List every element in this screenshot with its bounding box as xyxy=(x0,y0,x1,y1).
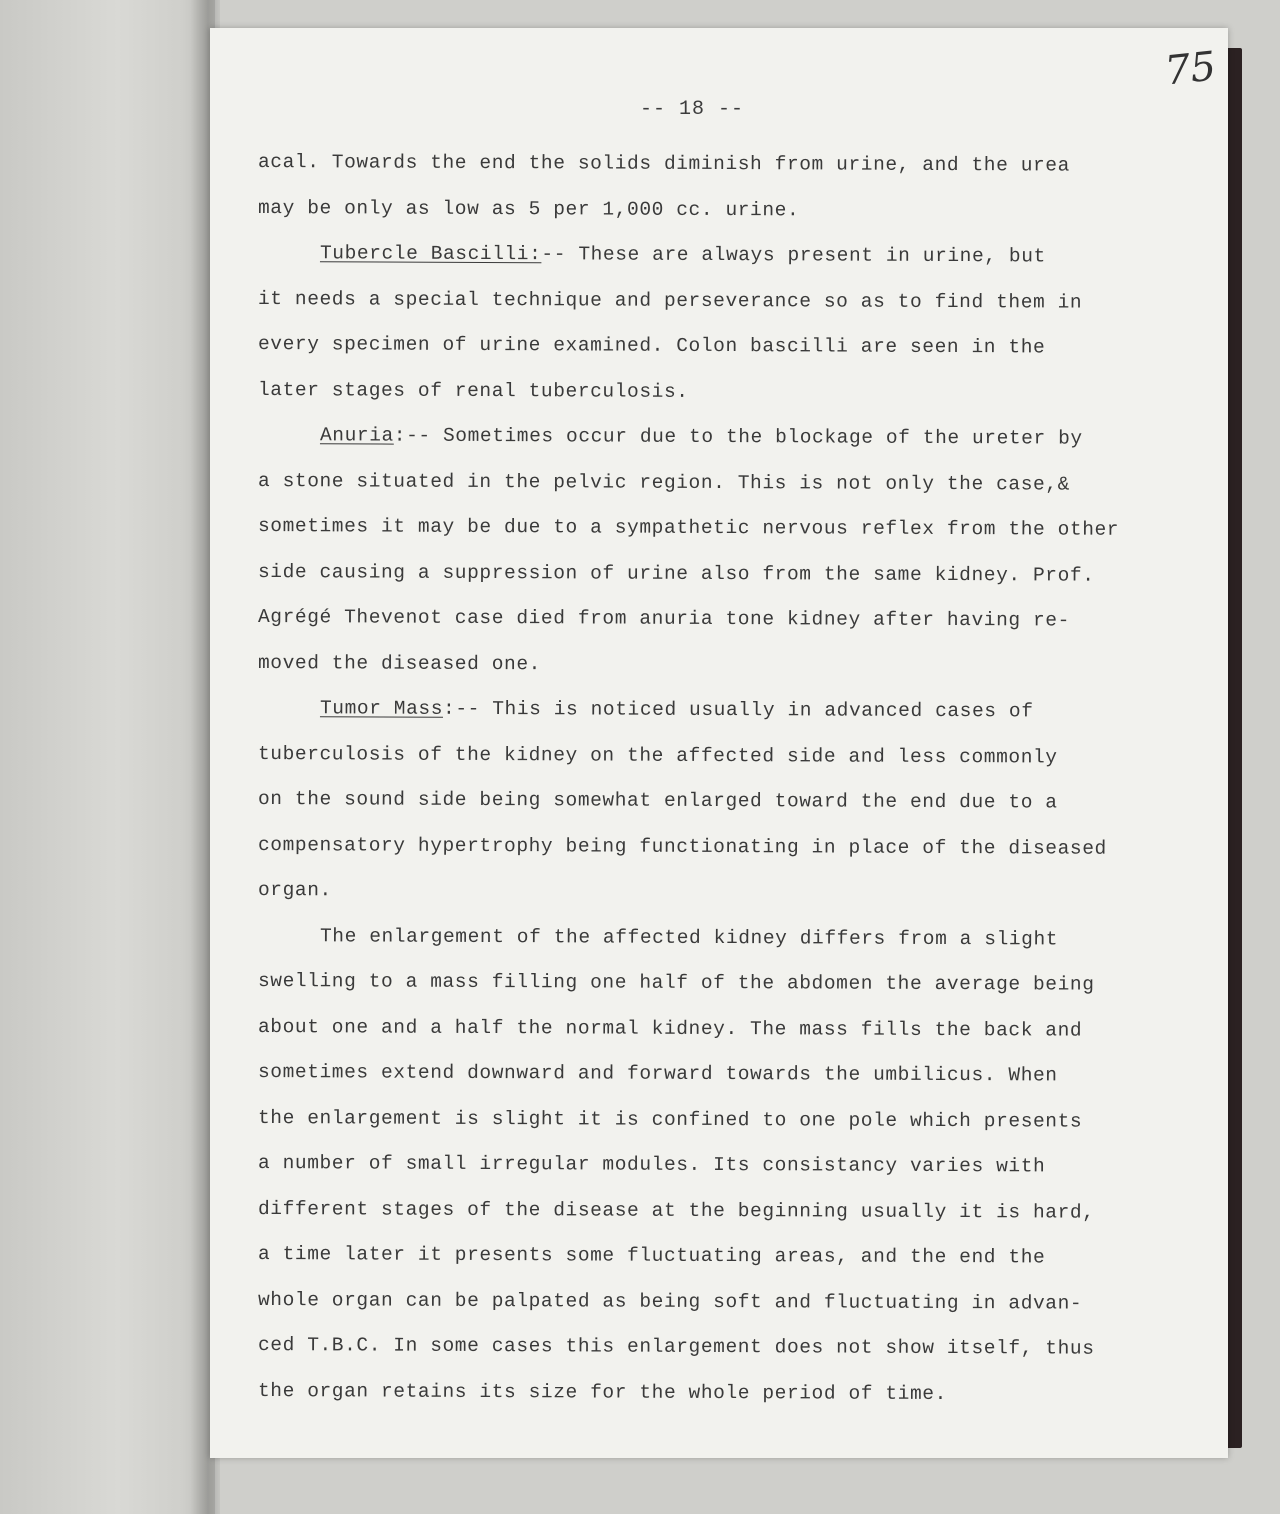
text-line: a number of small irregular modules. Its consistancy varies with xyxy=(257,1152,1046,1178)
section-heading-tumor: Tumor Mass xyxy=(319,697,444,720)
text-line: a stone situated in the pelvic region. This is not only the case,& xyxy=(257,469,1070,496)
text-line: organ. xyxy=(257,879,332,902)
typed-page xyxy=(210,28,1228,1458)
text-line: different stages of the disease at the beginning usually it is hard, xyxy=(257,1197,1095,1224)
text-line: on the sound side being somewhat enlarged toward the end due to a xyxy=(257,788,1058,814)
page-number: -- 18 -- xyxy=(640,98,745,121)
text-line: the enlargement is slight it is confined to one pole which presents xyxy=(257,1106,1083,1133)
page-body xyxy=(258,140,1208,1414)
text-run: Sometimes occur due to the blockage of the ureter by xyxy=(430,424,1083,450)
text-line: moved the diseased one. xyxy=(257,651,542,675)
text-line: compensatory hypertrophy being functionating in place of the diseased xyxy=(257,833,1107,860)
text-line: the organ retains its size for the whole period of time. xyxy=(257,1379,947,1405)
text-line: whole organ can be palpated as being soft and fluctuating in advan- xyxy=(257,1288,1083,1315)
text-line: it needs a special technique and perseverance so as to find them in xyxy=(257,287,1083,314)
text-line: about one and a half the normal kidney. The mass fills the back and xyxy=(257,1015,1083,1042)
text-line: may be only as low as 5 per 1,000 cc. urine. xyxy=(257,196,800,221)
text-line: sometimes extend downward and forward towards the umbilicus. When xyxy=(257,1061,1058,1087)
section-heading-tubercle: Tubercle Bascilli: xyxy=(319,242,542,266)
text-line: acal. Towards the end the solids diminish from urine, and the urea xyxy=(257,151,1070,177)
facing-page-bleed xyxy=(0,60,200,1500)
text-line: sometimes it may be due to a sympathetic nervous reflex from the other xyxy=(257,515,1120,541)
text-run: This is noticed usually in advanced cases of xyxy=(479,697,1034,723)
heading-dash: :-- xyxy=(393,424,431,447)
text-line xyxy=(258,413,1208,463)
text-line: later stages of renal tuberculosis. xyxy=(257,378,689,403)
text-line: ced T.B.C. In some cases this enlargement does not show itself, thus xyxy=(257,1334,1095,1360)
heading-dash: -- xyxy=(541,243,567,266)
text-run: These are always present in urine, but xyxy=(565,243,1046,268)
folio-number: 75 xyxy=(1162,43,1219,95)
text-line: swelling to a mass filling one half of the abdomen the average being xyxy=(257,970,1095,996)
text-line: a time later it presents some fluctuating areas, and the end the xyxy=(257,1243,1046,1269)
text-line xyxy=(258,686,1208,736)
text-line: The enlargement of the affected kidney differs from a slight xyxy=(319,924,1059,950)
text-line: Agrégé Thevenot case died from anuria tone kidney after having re- xyxy=(257,606,1070,632)
text-line: every specimen of urine examined. Colon bascilli are seen in the xyxy=(257,333,1046,359)
text-line xyxy=(258,231,1208,281)
text-line: tuberculosis of the kidney on the affected side and less commonly xyxy=(257,742,1058,768)
text-line: side causing a suppression of urine also from the same kidney. Prof. xyxy=(257,560,1095,587)
section-heading-anuria: Anuria xyxy=(319,424,394,447)
heading-dash: :-- xyxy=(442,697,480,720)
